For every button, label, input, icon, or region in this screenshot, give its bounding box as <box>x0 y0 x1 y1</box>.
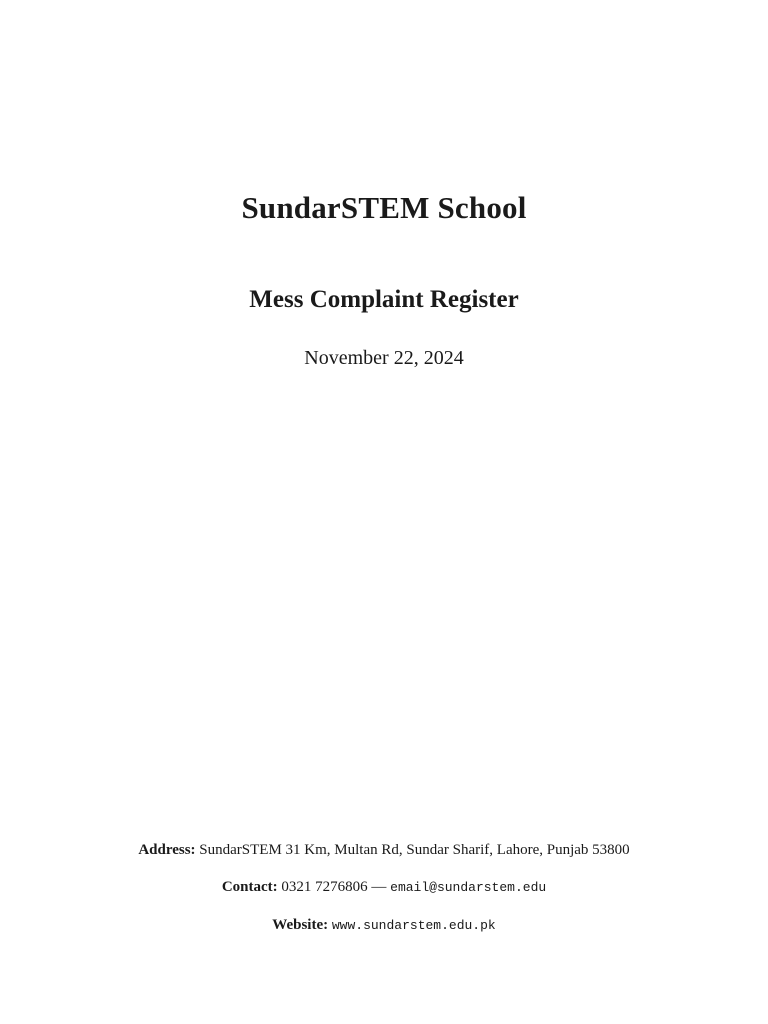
document-date: November 22, 2024 <box>304 347 464 369</box>
website-line <box>0 917 768 934</box>
website-label: Website: <box>272 917 329 933</box>
contact-line <box>0 879 768 896</box>
address-label: Address: <box>138 842 196 858</box>
document-title: Mess Complaint Register <box>249 286 519 313</box>
address-line <box>0 842 768 859</box>
contact-label: Contact: <box>221 879 278 895</box>
contact-phone: 0321 7276806 <box>281 879 368 895</box>
website-link[interactable]: www.sundarstem.edu.pk <box>331 918 496 933</box>
contact-separator: — <box>371 879 387 895</box>
address-value: SundarSTEM 31 Km, Multan Rd, Sundar Sharif, Lahore, Punjab 53800 <box>199 842 630 858</box>
contact-email[interactable]: email@sundarstem.edu <box>390 880 547 895</box>
school-name: SundarSTEM School <box>241 190 527 225</box>
